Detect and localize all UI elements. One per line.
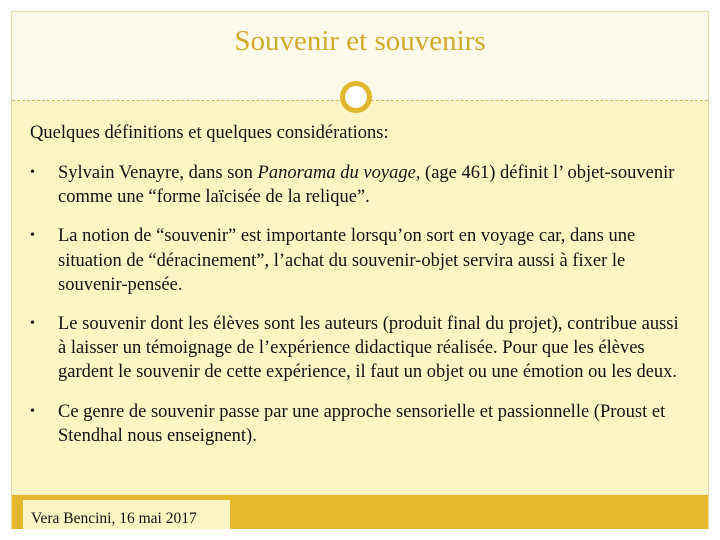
point-4-text: Ce genre de souvenir passe par une approche sensorielle et passionnelle (Proust et Stendhal nous enseignent). — [58, 401, 666, 446]
bullet-icon: • — [30, 228, 35, 244]
footer-author-date: Vera Bencini, 16 mai 2017 — [31, 510, 197, 527]
point-2-text: La notion de “souvenir” est importante lorsqu’on sort en voyage car, dans une situation de “déracinement”, l’achat du souvenir-objet servira aussi à fixer le souvenir-pensée. — [58, 226, 636, 295]
bullet-icon: • — [30, 403, 35, 419]
bullet-icon: • — [30, 316, 35, 332]
point-1-text-end: (age 461) définit l’ objet-souvenir comme une “forme laïcisée de la relique”. — [58, 163, 675, 208]
bullet-list — [30, 161, 690, 448]
point-1-text-start: Sylvain Venayre, dans son — [58, 163, 258, 183]
list-item — [30, 224, 690, 297]
intro-text: Quelques définitions et quelques considérations: — [30, 123, 389, 143]
list-item — [30, 400, 690, 448]
point-3-text: Le souvenir dont les élèves sont les auteurs (produit final du projet), contribue aussi à laisser un témoignage de l’expérience didactique réalisée. Pour que les élèves gardent le souvenir de cette expérience, il faut un objet ou une émotion ou les deux. — [58, 314, 679, 383]
list-item — [30, 312, 690, 385]
point-1-book-title: Panorama du voyage, — [257, 163, 421, 183]
list-item — [30, 161, 690, 209]
slide-content — [30, 121, 690, 463]
slide-title: Souvenir et souvenirs — [234, 25, 486, 57]
bullet-icon: • — [30, 165, 35, 180]
